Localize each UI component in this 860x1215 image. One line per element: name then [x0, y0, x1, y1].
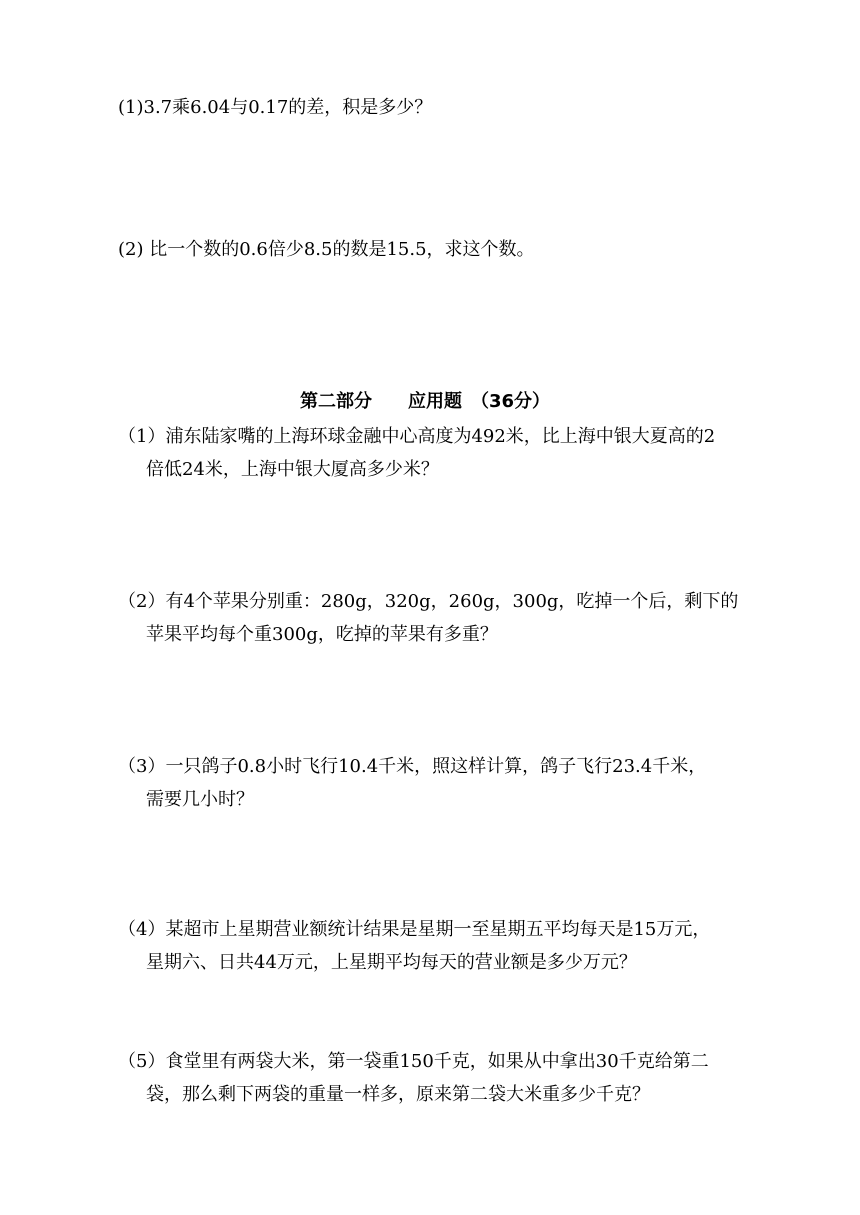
problem-4-line-1: （4）某超市上星期营业额统计结果是星期一至星期五平均每天是15万元， — [118, 919, 711, 940]
part1-question-1: (1)3.7乘6.04与0.17的差，积是多少？ — [118, 97, 433, 118]
problem-5-line-1: （5）食堂里有两袋大米，第一袋重150千克，如果从中拿出30千克给第二 — [118, 1051, 709, 1072]
problem-1-line-2: 倍低24米，上海中银大厦高多少米？ — [146, 459, 439, 480]
problem-3-line-1: （3）一只鸽子0.8小时飞行10.4千米，照这样计算，鸽子飞行23.4千米， — [118, 756, 707, 777]
problem-4-line-2: 星期六、日共44万元，上星期平均每天的营业额是多少万元？ — [146, 952, 637, 973]
part1-question-2: (2) 比一个数的0.6倍少8.5的数是15.5，求这个数。 — [118, 239, 535, 260]
problem-5-line-2: 袋，那么剩下两袋的重量一样多，原来第二袋大米重多少千克？ — [146, 1084, 650, 1105]
problem-1-line-1: （1）浦东陆家嘴的上海环球金融中心高度为492米，比上海中银大夏高的2 — [118, 426, 716, 447]
problem-3-line-2: 需要几小时？ — [146, 789, 254, 810]
problem-2-line-1: （2）有4个苹果分别重：280g，320g，260g，300g，吃掉一个后，剩下的 — [118, 591, 739, 612]
part2-heading: 第二部分 应用题 （36分） — [300, 391, 551, 412]
problem-2-line-2: 苹果平均每个重300g，吃掉的苹果有多重？ — [146, 624, 498, 645]
